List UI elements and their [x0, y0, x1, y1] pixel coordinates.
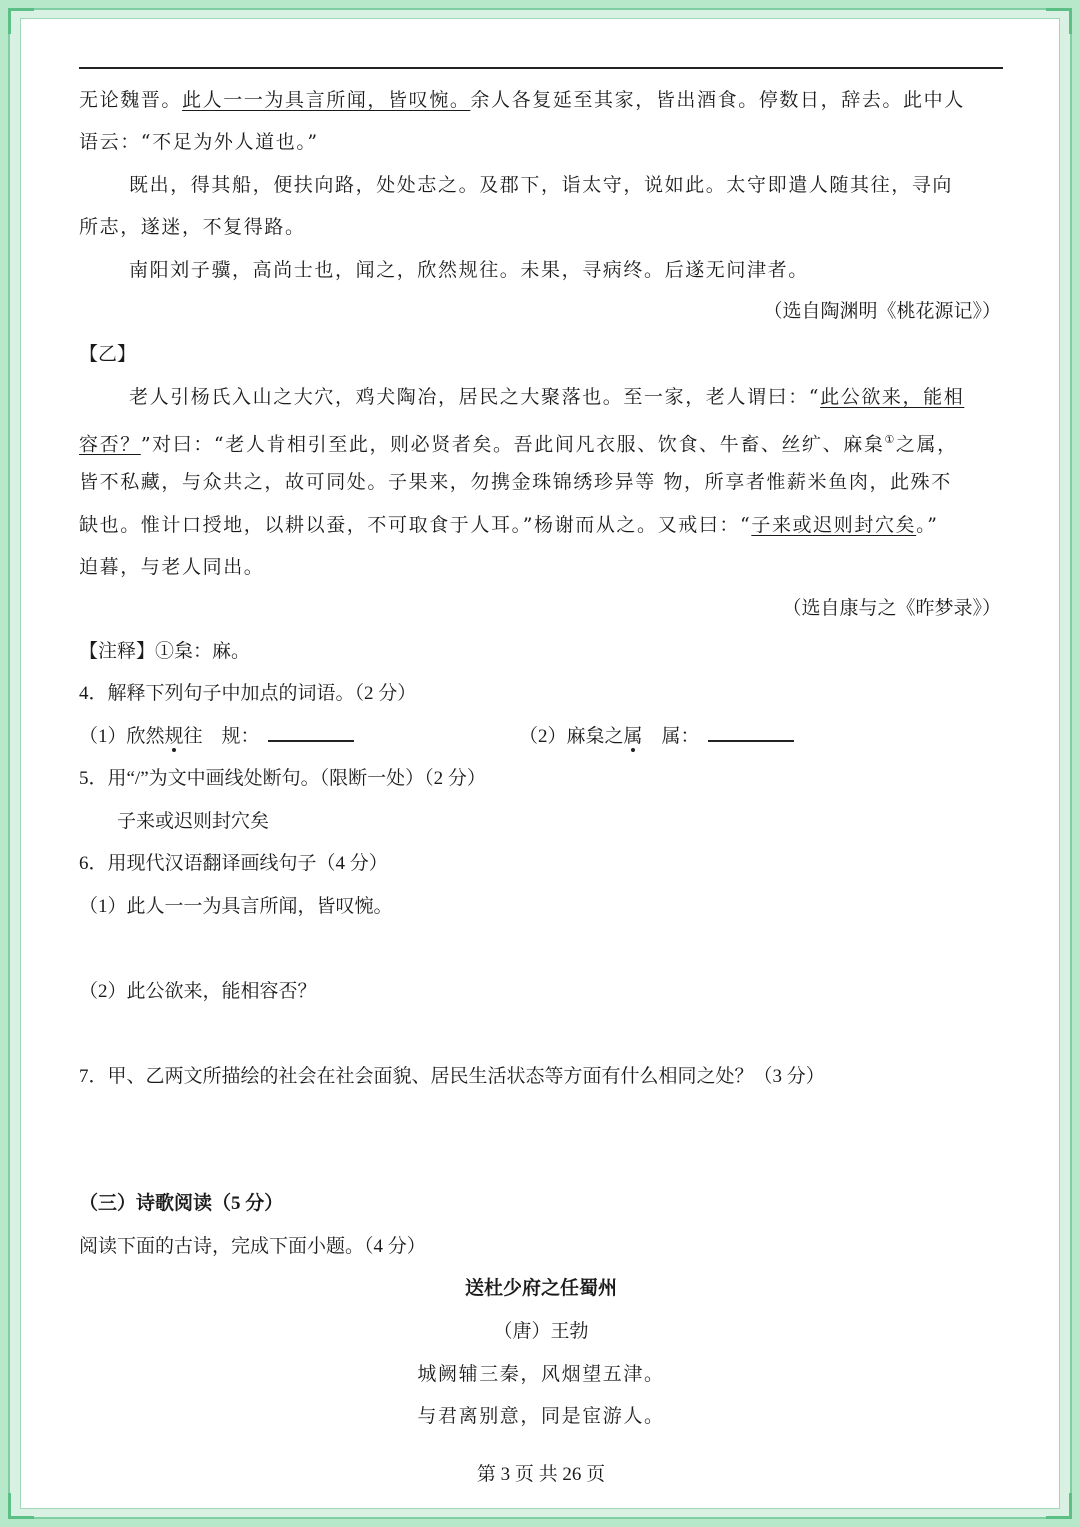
- passage-a-line-5: 南阳刘子骥，高尚士也，闻之，欣然规往。未果，寻病终。后遂无问津者。: [129, 259, 809, 281]
- passage-a-line-3: 既出，得其船，便扶向路，处处志之。及郡下，诣太守，说如此。太守即遣人随其往，寻向: [129, 174, 954, 196]
- poem-line-2: 与君离别意，同是宦游人。: [417, 1405, 665, 1427]
- dotted-word-gui: 规: [164, 726, 184, 747]
- poem-author: （唐）王勃: [493, 1321, 589, 1342]
- question-6-sentence-1: （1）此人一一为具言所闻，皆叹惋。: [79, 896, 393, 917]
- passage-a-source: （选自陶渊明《桃花源记》）: [763, 301, 1001, 322]
- answer-blank-2[interactable]: [708, 722, 794, 742]
- passage-b-line-2: 容否？”对曰：“老人肯相引至此，则必贤者矣。吾此间凡衣服、饮食、牛畜、丝纩、麻枲①之属，: [79, 433, 958, 456]
- footnote-marker: ①: [884, 433, 896, 446]
- question-7-stem: 7．甲、乙两文所描绘的社会在社会面貌、居民生活状态等方面有什么相同之处？（3 分）: [79, 1066, 825, 1087]
- question-5-sentence: 子来或迟则封穴矣: [117, 811, 270, 832]
- passage-a-line-4: 所志，遂迷，不复得路。: [79, 216, 306, 238]
- dotted-word-shu: 属: [623, 726, 643, 747]
- section-3-heading: （三）诗歌阅读（5 分）: [79, 1193, 284, 1214]
- passage-b-heading: 【乙】: [79, 344, 137, 365]
- exam-page: [20, 18, 1060, 1509]
- passage-b-line-5: 迫暮，与老人同出。: [79, 556, 265, 578]
- passage-b-line-3: 皆不私藏，与众共之，故可同处。子果来，勿携金珠锦绣珍异等 物，所享者惟薪米鱼肉，此殊不: [79, 471, 952, 493]
- page-number: 第 3 页 共 26 页: [476, 1464, 606, 1485]
- passage-a-line-2: 语云：“不足为外人道也。”: [79, 131, 319, 153]
- question-6-stem: 6．用现代汉语翻译画线句子（4 分）: [79, 853, 388, 874]
- underlined-sentence-3: 子来或迟则封穴矣: [751, 514, 917, 536]
- passage-b-line-1: 老人引杨氏入山之大穴，鸡犬陶冶，居民之大聚落也。至一家，老人谓曰：“此公欲来，能相: [129, 386, 965, 408]
- poem-title: 送杜少府之任蜀州: [464, 1278, 617, 1299]
- passage-b-source: （选自康与之《昨梦录》）: [782, 598, 1001, 619]
- question-4-item-2: （2）麻枲之属 属：: [519, 722, 794, 750]
- passage-a-line-1: 无论魏晋。此人一一为具言所闻，皆叹惋。余人各复延至其家，皆出酒食。停数日，辞去。此中人: [79, 89, 965, 111]
- section-3-instruction: 阅读下面的古诗，完成下面小题。（4 分）: [79, 1236, 426, 1257]
- underlined-sentence-1: 此人一一为具言所闻，皆叹惋。: [182, 89, 471, 111]
- underlined-sentence-2b: 容否？: [79, 433, 141, 456]
- passage-b-line-4: 缺也。惟计口授地，以耕以蚕，不可取食于人耳。”杨谢而从之。又戒曰：“子来或迟则封穴矣。”: [79, 514, 939, 536]
- underlined-sentence-2a: 此公欲来，能相: [820, 386, 965, 408]
- question-4-stem: 4．解释下列句子中加点的词语。（2 分）: [79, 683, 417, 704]
- annotation-note: 【注释】①枲：麻。: [79, 641, 251, 662]
- question-5-stem: 5．用“/”为文中画线处断句。（限断一处）（2 分）: [79, 768, 486, 789]
- poem-line-1: 城阙辅三秦，风烟望五津。: [417, 1363, 665, 1385]
- question-4-item-1: （1）欣然规往 规：: [79, 722, 354, 750]
- question-6-sentence-2: （2）此公欲来，能相容否？: [79, 981, 317, 1002]
- header-rule: [79, 67, 1003, 69]
- answer-blank-1[interactable]: [268, 722, 354, 742]
